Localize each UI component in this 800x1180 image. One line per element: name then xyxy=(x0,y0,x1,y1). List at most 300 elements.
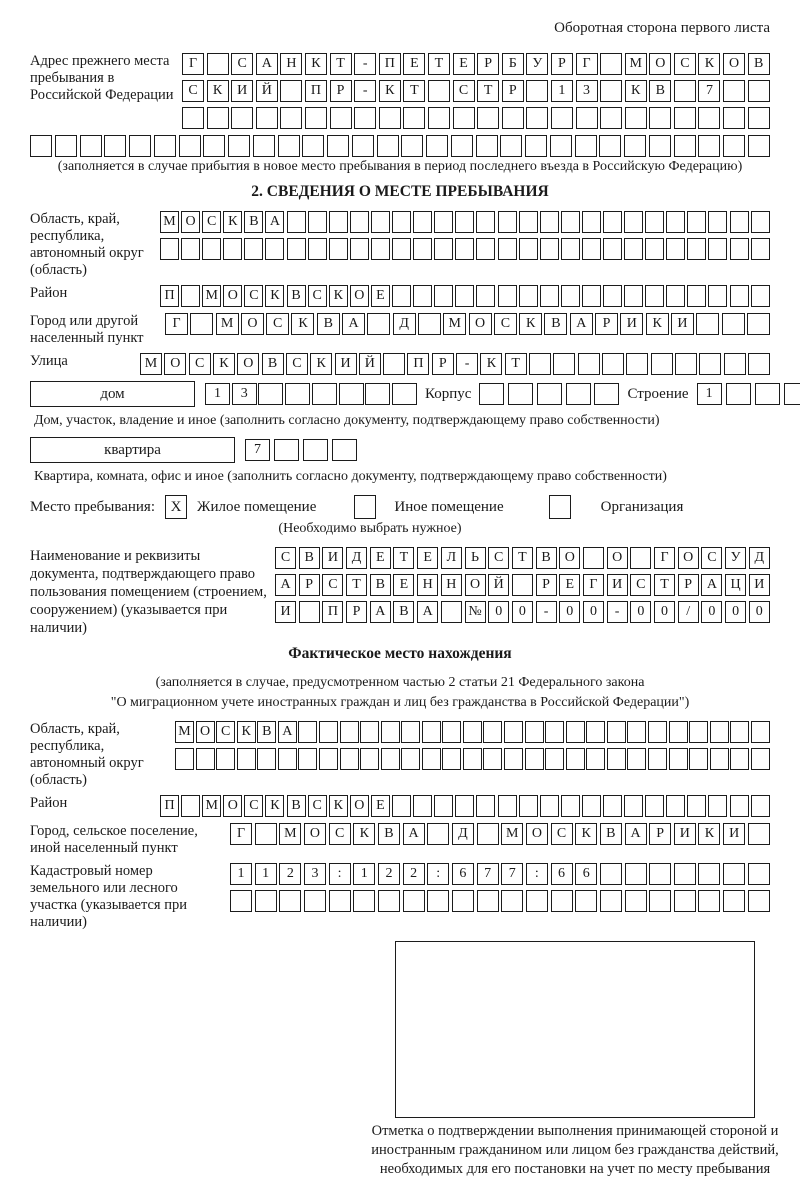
char-cell[interactable] xyxy=(708,285,727,307)
char-cell[interactable]: А xyxy=(342,313,365,335)
char-cell[interactable] xyxy=(645,211,664,233)
char-cell[interactable]: П xyxy=(407,353,429,375)
char-cell[interactable] xyxy=(455,285,474,307)
char-cell[interactable]: К xyxy=(519,313,542,335)
char-cell[interactable] xyxy=(231,107,253,129)
char-cell[interactable] xyxy=(624,795,643,817)
char-cell[interactable] xyxy=(723,863,745,885)
char-cell[interactable]: К xyxy=(207,80,229,102)
char-cell[interactable] xyxy=(730,795,749,817)
char-cell[interactable] xyxy=(561,211,580,233)
char-cell[interactable] xyxy=(381,721,400,743)
char-cell[interactable]: С xyxy=(216,721,235,743)
char-cell[interactable] xyxy=(748,107,770,129)
char-cell[interactable] xyxy=(354,107,376,129)
char-cell[interactable]: К xyxy=(329,285,348,307)
char-cell[interactable] xyxy=(504,748,523,770)
char-cell[interactable] xyxy=(600,53,622,75)
char-cell[interactable] xyxy=(649,890,671,912)
char-cell[interactable]: К xyxy=(213,353,235,375)
char-cell[interactable]: О xyxy=(649,53,671,75)
char-cell[interactable]: В xyxy=(649,80,671,102)
char-cell[interactable] xyxy=(498,238,517,260)
char-cell[interactable]: Т xyxy=(428,53,450,75)
char-cell[interactable]: Й xyxy=(488,574,509,596)
char-cell[interactable]: / xyxy=(678,601,699,623)
char-cell[interactable] xyxy=(257,748,276,770)
char-cell[interactable]: 3 xyxy=(232,383,257,405)
char-cell[interactable] xyxy=(603,238,622,260)
char-cell[interactable] xyxy=(175,748,194,770)
char-cell[interactable] xyxy=(627,721,646,743)
char-cell[interactable] xyxy=(508,383,533,405)
char-cell[interactable]: В xyxy=(393,601,414,623)
char-cell[interactable] xyxy=(583,547,604,569)
char-cell[interactable]: О xyxy=(223,795,242,817)
char-cell[interactable] xyxy=(607,721,626,743)
char-cell[interactable] xyxy=(327,135,349,157)
char-cell[interactable] xyxy=(476,211,495,233)
char-cell[interactable] xyxy=(401,721,420,743)
char-cell[interactable] xyxy=(422,748,441,770)
char-cell[interactable] xyxy=(498,795,517,817)
char-cell[interactable]: В xyxy=(600,823,622,845)
char-cell[interactable] xyxy=(550,135,572,157)
char-cell[interactable] xyxy=(498,285,517,307)
char-cell[interactable] xyxy=(602,353,624,375)
char-cell[interactable] xyxy=(428,107,450,129)
char-cell[interactable]: А xyxy=(278,721,297,743)
char-cell[interactable] xyxy=(30,135,52,157)
char-cell[interactable]: Ь xyxy=(465,547,486,569)
char-cell[interactable]: Г xyxy=(165,313,188,335)
char-cell[interactable]: О xyxy=(350,285,369,307)
char-cell[interactable] xyxy=(645,285,664,307)
char-cell[interactable] xyxy=(104,135,126,157)
char-cell[interactable]: О xyxy=(196,721,215,743)
char-cell[interactable]: Б xyxy=(502,53,524,75)
char-cell[interactable]: П xyxy=(322,601,343,623)
char-cell[interactable] xyxy=(674,863,696,885)
char-cell[interactable] xyxy=(698,135,720,157)
char-cell[interactable] xyxy=(305,107,327,129)
char-cell[interactable]: С xyxy=(494,313,517,335)
char-cell[interactable] xyxy=(600,107,622,129)
char-cell[interactable] xyxy=(748,353,770,375)
char-cell[interactable]: С xyxy=(286,353,308,375)
char-cell[interactable]: К xyxy=(265,285,284,307)
char-cell[interactable] xyxy=(553,353,575,375)
char-cell[interactable] xyxy=(181,285,200,307)
char-cell[interactable] xyxy=(730,748,749,770)
char-cell[interactable]: С xyxy=(630,574,651,596)
char-cell[interactable]: С xyxy=(231,53,253,75)
char-cell[interactable]: О xyxy=(181,211,200,233)
char-cell[interactable] xyxy=(723,107,745,129)
char-cell[interactable]: В xyxy=(299,547,320,569)
char-cell[interactable] xyxy=(319,748,338,770)
char-cell[interactable] xyxy=(377,135,399,157)
char-cell[interactable] xyxy=(730,238,749,260)
char-cell[interactable] xyxy=(674,135,696,157)
char-cell[interactable] xyxy=(529,353,551,375)
char-cell[interactable]: О xyxy=(465,574,486,596)
char-cell[interactable] xyxy=(476,285,495,307)
char-cell[interactable] xyxy=(784,383,800,405)
char-cell[interactable] xyxy=(352,135,374,157)
char-cell[interactable] xyxy=(747,313,770,335)
char-cell[interactable] xyxy=(645,795,664,817)
char-cell[interactable]: О xyxy=(304,823,326,845)
char-cell[interactable] xyxy=(624,238,643,260)
char-cell[interactable] xyxy=(689,721,708,743)
char-cell[interactable] xyxy=(427,823,449,845)
char-cell[interactable] xyxy=(378,890,400,912)
char-cell[interactable] xyxy=(708,211,727,233)
char-cell[interactable] xyxy=(540,211,559,233)
char-cell[interactable] xyxy=(353,890,375,912)
char-cell[interactable]: С xyxy=(551,823,573,845)
char-cell[interactable] xyxy=(594,383,619,405)
char-cell[interactable]: Р xyxy=(432,353,454,375)
char-cell[interactable] xyxy=(566,721,585,743)
char-cell[interactable]: О xyxy=(607,547,628,569)
char-cell[interactable]: С xyxy=(202,211,221,233)
char-cell[interactable] xyxy=(463,748,482,770)
char-cell[interactable] xyxy=(519,795,538,817)
char-cell[interactable] xyxy=(285,383,310,405)
char-cell[interactable]: С xyxy=(266,313,289,335)
char-cell[interactable] xyxy=(625,107,647,129)
char-cell[interactable] xyxy=(367,313,390,335)
char-cell[interactable] xyxy=(526,80,548,102)
char-cell[interactable]: Е xyxy=(417,547,438,569)
char-cell[interactable]: К xyxy=(291,313,314,335)
char-cell[interactable]: П xyxy=(160,285,179,307)
char-cell[interactable] xyxy=(600,890,622,912)
char-cell[interactable] xyxy=(426,135,448,157)
char-cell[interactable] xyxy=(666,211,685,233)
char-cell[interactable] xyxy=(699,353,721,375)
char-cell[interactable] xyxy=(723,890,745,912)
char-cell[interactable]: К xyxy=(329,795,348,817)
char-cell[interactable]: К xyxy=(625,80,647,102)
char-cell[interactable] xyxy=(413,238,432,260)
char-cell[interactable]: 3 xyxy=(576,80,598,102)
char-cell[interactable] xyxy=(340,721,359,743)
char-cell[interactable] xyxy=(498,211,517,233)
char-cell[interactable]: К xyxy=(265,795,284,817)
char-cell[interactable]: 0 xyxy=(701,601,722,623)
char-cell[interactable] xyxy=(230,890,252,912)
char-cell[interactable] xyxy=(360,748,379,770)
char-cell[interactable]: С xyxy=(308,795,327,817)
char-cell[interactable] xyxy=(748,135,770,157)
char-cell[interactable] xyxy=(308,238,327,260)
char-cell[interactable] xyxy=(280,107,302,129)
char-cell[interactable] xyxy=(586,721,605,743)
char-cell[interactable] xyxy=(630,547,651,569)
char-cell[interactable] xyxy=(710,721,729,743)
char-cell[interactable] xyxy=(483,748,502,770)
char-cell[interactable]: Е xyxy=(559,574,580,596)
char-cell[interactable]: Й xyxy=(256,80,278,102)
char-cell[interactable] xyxy=(730,721,749,743)
char-cell[interactable]: 6 xyxy=(452,863,474,885)
char-cell[interactable] xyxy=(255,823,277,845)
char-cell[interactable]: 0 xyxy=(630,601,651,623)
char-cell[interactable] xyxy=(512,574,533,596)
char-cell[interactable]: Е xyxy=(403,53,425,75)
char-cell[interactable]: О xyxy=(469,313,492,335)
char-cell[interactable] xyxy=(600,80,622,102)
char-cell[interactable] xyxy=(403,107,425,129)
char-cell[interactable]: У xyxy=(526,53,548,75)
char-cell[interactable] xyxy=(575,135,597,157)
char-cell[interactable] xyxy=(451,135,473,157)
char-cell[interactable] xyxy=(350,238,369,260)
char-cell[interactable]: И xyxy=(723,823,745,845)
char-cell[interactable]: В xyxy=(544,313,567,335)
char-cell[interactable] xyxy=(708,795,727,817)
char-cell[interactable]: А xyxy=(570,313,593,335)
char-cell[interactable]: И xyxy=(620,313,643,335)
char-cell[interactable]: Г xyxy=(230,823,252,845)
char-cell[interactable]: А xyxy=(256,53,278,75)
char-cell[interactable]: К xyxy=(237,721,256,743)
char-cell[interactable] xyxy=(196,748,215,770)
char-cell[interactable] xyxy=(708,238,727,260)
char-cell[interactable]: В xyxy=(317,313,340,335)
char-cell[interactable] xyxy=(537,383,562,405)
char-cell[interactable] xyxy=(504,721,523,743)
char-cell[interactable] xyxy=(624,285,643,307)
char-cell[interactable] xyxy=(582,795,601,817)
char-cell[interactable] xyxy=(329,238,348,260)
char-cell[interactable] xyxy=(561,238,580,260)
char-cell[interactable]: С xyxy=(674,53,696,75)
char-cell[interactable] xyxy=(365,383,390,405)
char-cell[interactable]: М xyxy=(501,823,523,845)
char-cell[interactable]: 0 xyxy=(749,601,770,623)
char-cell[interactable] xyxy=(319,721,338,743)
char-cell[interactable]: Р xyxy=(477,53,499,75)
char-cell[interactable] xyxy=(455,795,474,817)
char-cell[interactable]: Й xyxy=(359,353,381,375)
char-cell[interactable] xyxy=(413,285,432,307)
char-cell[interactable]: А xyxy=(403,823,425,845)
char-cell[interactable] xyxy=(463,721,482,743)
char-cell[interactable] xyxy=(265,238,284,260)
char-cell[interactable]: О xyxy=(559,547,580,569)
char-cell[interactable]: П xyxy=(305,80,327,102)
char-cell[interactable] xyxy=(649,135,671,157)
char-cell[interactable] xyxy=(748,823,770,845)
char-cell[interactable] xyxy=(603,285,622,307)
char-cell[interactable] xyxy=(603,211,622,233)
char-cell[interactable] xyxy=(476,135,498,157)
char-cell[interactable] xyxy=(274,439,299,461)
char-cell[interactable] xyxy=(674,80,696,102)
char-cell[interactable] xyxy=(428,80,450,102)
char-cell[interactable] xyxy=(723,135,745,157)
char-cell[interactable] xyxy=(434,211,453,233)
char-cell[interactable]: А xyxy=(625,823,647,845)
char-cell[interactable]: 7 xyxy=(698,80,720,102)
char-cell[interactable] xyxy=(477,107,499,129)
char-cell[interactable]: Е xyxy=(370,547,391,569)
char-cell[interactable] xyxy=(340,748,359,770)
char-cell[interactable]: Г xyxy=(576,53,598,75)
char-cell[interactable] xyxy=(392,285,411,307)
char-cell[interactable]: Т xyxy=(505,353,527,375)
char-cell[interactable] xyxy=(207,107,229,129)
house-type-box[interactable]: дом xyxy=(30,381,195,407)
char-cell[interactable]: М xyxy=(216,313,239,335)
char-cell[interactable] xyxy=(287,238,306,260)
char-cell[interactable] xyxy=(280,80,302,102)
char-cell[interactable] xyxy=(666,795,685,817)
char-cell[interactable] xyxy=(666,238,685,260)
char-cell[interactable] xyxy=(545,748,564,770)
char-cell[interactable] xyxy=(751,721,770,743)
char-cell[interactable]: К xyxy=(480,353,502,375)
char-cell[interactable] xyxy=(751,748,770,770)
char-cell[interactable]: И xyxy=(607,574,628,596)
char-cell[interactable] xyxy=(674,890,696,912)
char-cell[interactable] xyxy=(586,748,605,770)
char-cell[interactable] xyxy=(401,135,423,157)
char-cell[interactable]: Д xyxy=(749,547,770,569)
char-cell[interactable]: И xyxy=(674,823,696,845)
char-cell[interactable] xyxy=(710,748,729,770)
char-cell[interactable]: В xyxy=(287,285,306,307)
char-cell[interactable] xyxy=(566,383,591,405)
char-cell[interactable] xyxy=(501,890,523,912)
char-cell[interactable]: М xyxy=(202,795,221,817)
char-cell[interactable]: Р xyxy=(299,574,320,596)
char-cell[interactable]: М xyxy=(279,823,301,845)
char-cell[interactable] xyxy=(582,238,601,260)
char-cell[interactable]: - xyxy=(607,601,628,623)
char-cell[interactable] xyxy=(540,795,559,817)
char-cell[interactable]: В xyxy=(748,53,770,75)
checkbox-organizatsiya[interactable] xyxy=(549,495,571,519)
checkbox-inoe[interactable] xyxy=(354,495,376,519)
char-cell[interactable] xyxy=(350,211,369,233)
char-cell[interactable]: Е xyxy=(393,574,414,596)
char-cell[interactable] xyxy=(476,238,495,260)
char-cell[interactable] xyxy=(422,721,441,743)
char-cell[interactable] xyxy=(696,313,719,335)
char-cell[interactable]: К xyxy=(698,53,720,75)
char-cell[interactable] xyxy=(674,107,696,129)
char-cell[interactable]: 2 xyxy=(279,863,301,885)
char-cell[interactable] xyxy=(427,890,449,912)
char-cell[interactable] xyxy=(181,795,200,817)
char-cell[interactable] xyxy=(519,211,538,233)
char-cell[interactable]: С xyxy=(488,547,509,569)
char-cell[interactable] xyxy=(625,890,647,912)
char-cell[interactable] xyxy=(304,890,326,912)
char-cell[interactable]: С xyxy=(329,823,351,845)
char-cell[interactable] xyxy=(223,238,242,260)
char-cell[interactable]: 7 xyxy=(245,439,270,461)
char-cell[interactable] xyxy=(748,80,770,102)
char-cell[interactable]: № xyxy=(465,601,486,623)
char-cell[interactable] xyxy=(392,238,411,260)
char-cell[interactable]: В xyxy=(378,823,400,845)
char-cell[interactable]: В xyxy=(287,795,306,817)
char-cell[interactable] xyxy=(751,795,770,817)
char-cell[interactable] xyxy=(582,211,601,233)
char-cell[interactable] xyxy=(578,353,600,375)
char-cell[interactable]: И xyxy=(749,574,770,596)
char-cell[interactable] xyxy=(308,211,327,233)
char-cell[interactable]: И xyxy=(275,601,296,623)
char-cell[interactable] xyxy=(298,748,317,770)
char-cell[interactable] xyxy=(441,601,462,623)
char-cell[interactable]: О xyxy=(237,353,259,375)
char-cell[interactable] xyxy=(561,795,580,817)
char-cell[interactable] xyxy=(575,890,597,912)
char-cell[interactable] xyxy=(687,211,706,233)
char-cell[interactable] xyxy=(203,135,225,157)
char-cell[interactable] xyxy=(381,748,400,770)
char-cell[interactable]: М xyxy=(160,211,179,233)
char-cell[interactable] xyxy=(625,863,647,885)
char-cell[interactable]: К xyxy=(698,823,720,845)
char-cell[interactable]: О xyxy=(241,313,264,335)
char-cell[interactable] xyxy=(244,238,263,260)
char-cell[interactable] xyxy=(129,135,151,157)
char-cell[interactable]: С xyxy=(244,795,263,817)
char-cell[interactable] xyxy=(278,748,297,770)
char-cell[interactable] xyxy=(302,135,324,157)
char-cell[interactable] xyxy=(455,238,474,260)
char-cell[interactable] xyxy=(582,285,601,307)
char-cell[interactable] xyxy=(330,107,352,129)
char-cell[interactable]: 0 xyxy=(583,601,604,623)
char-cell[interactable] xyxy=(413,795,432,817)
char-cell[interactable]: В xyxy=(257,721,276,743)
char-cell[interactable] xyxy=(730,211,749,233)
char-cell[interactable]: - xyxy=(456,353,478,375)
char-cell[interactable] xyxy=(645,238,664,260)
char-cell[interactable]: В xyxy=(370,574,391,596)
char-cell[interactable]: Т xyxy=(654,574,675,596)
char-cell[interactable] xyxy=(723,80,745,102)
char-cell[interactable] xyxy=(526,107,548,129)
char-cell[interactable] xyxy=(551,890,573,912)
char-cell[interactable] xyxy=(258,383,283,405)
char-cell[interactable]: - xyxy=(354,53,376,75)
char-cell[interactable]: О xyxy=(723,53,745,75)
char-cell[interactable] xyxy=(576,107,598,129)
char-cell[interactable] xyxy=(434,238,453,260)
char-cell[interactable] xyxy=(624,211,643,233)
checkbox-zhiloe[interactable]: X xyxy=(165,495,187,519)
char-cell[interactable]: С xyxy=(308,285,327,307)
char-cell[interactable]: Р xyxy=(346,601,367,623)
char-cell[interactable]: М xyxy=(443,313,466,335)
char-cell[interactable]: О xyxy=(526,823,548,845)
char-cell[interactable] xyxy=(730,285,749,307)
char-cell[interactable]: О xyxy=(164,353,186,375)
char-cell[interactable]: Т xyxy=(477,80,499,102)
char-cell[interactable] xyxy=(600,863,622,885)
char-cell[interactable] xyxy=(418,313,441,335)
